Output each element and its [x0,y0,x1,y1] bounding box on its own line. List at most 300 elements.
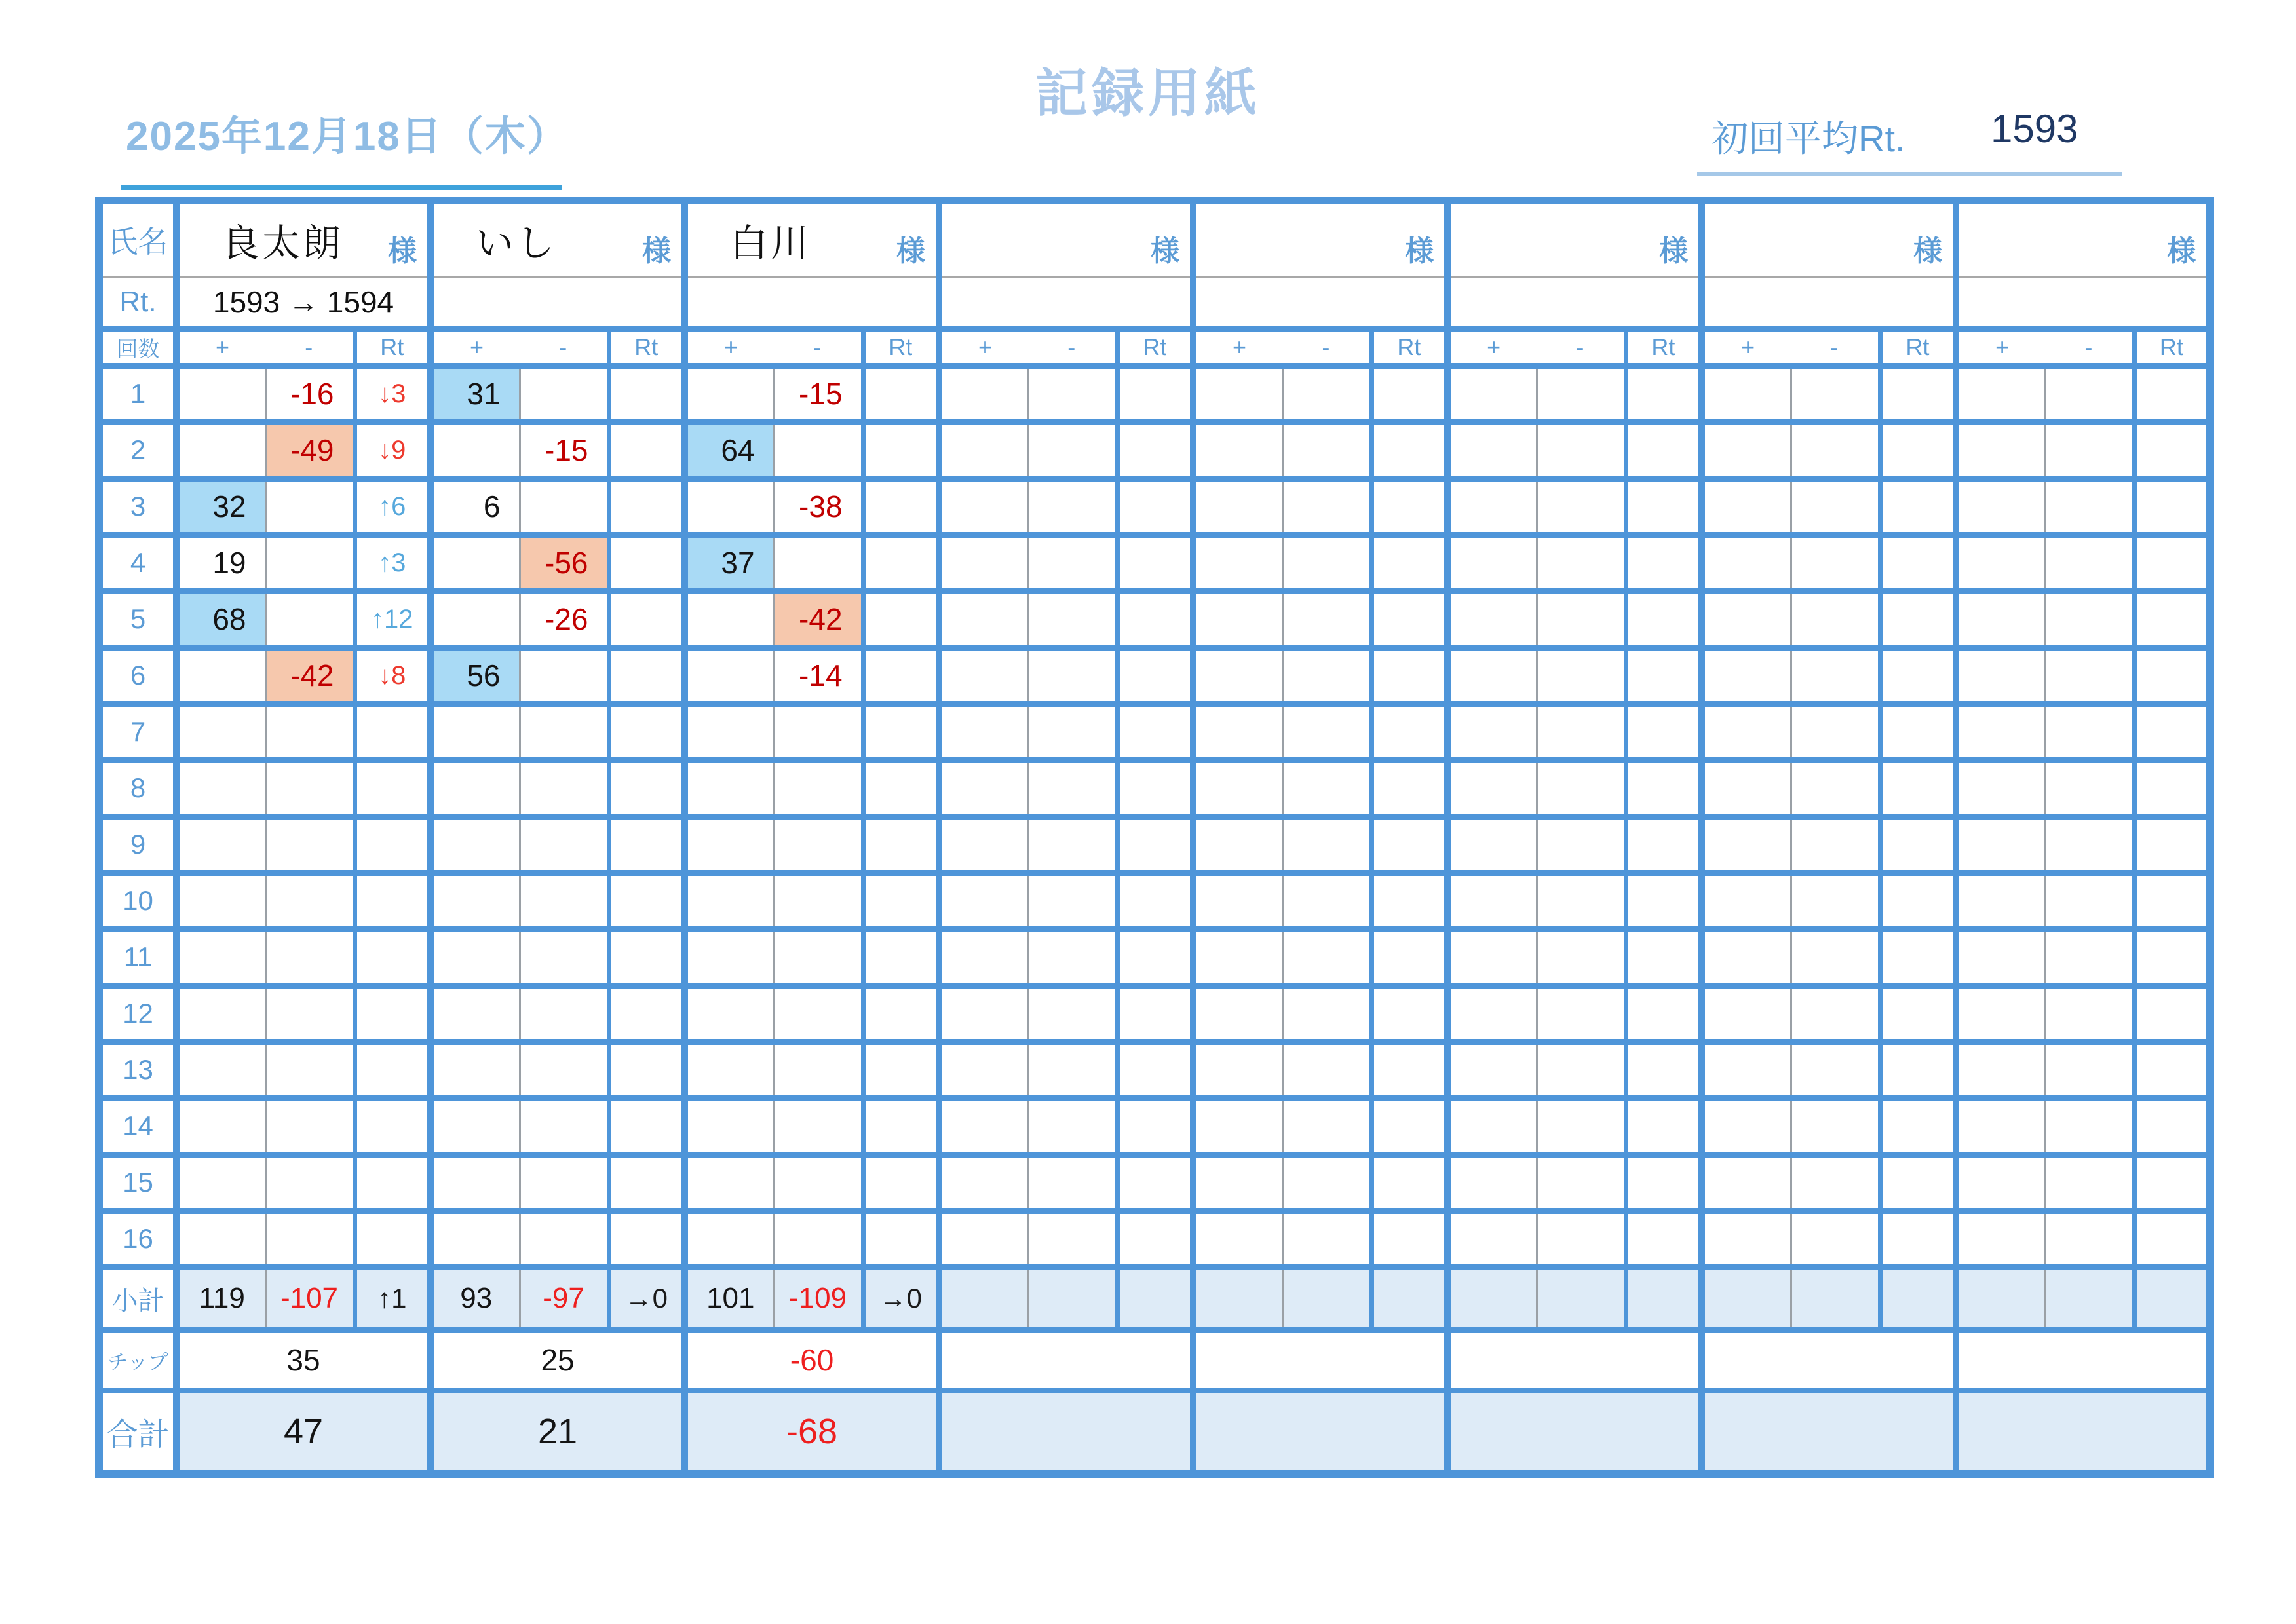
score-minus-cell [1028,704,1117,760]
rt-change-cell [1880,366,1956,422]
round-number-label: 11 [99,929,176,985]
score-minus-cell [2045,647,2134,704]
player-name-cell [1447,200,1702,276]
score-plus-cell [430,816,520,873]
score-plus-cell [1956,1042,2045,1098]
rt-change-cell [1371,535,1447,591]
minus-column-header: - [520,329,609,366]
rt-change-cell [2134,816,2210,873]
score-plus-cell [1702,704,1791,760]
score-plus-cell [430,591,520,647]
score-minus-cell [2045,929,2134,985]
chip-cell [939,1330,1193,1390]
score-minus-cell: -15 [774,366,863,422]
total-cell [939,1390,1193,1474]
score-plus-cell [1956,816,2045,873]
total-cell [1702,1390,1956,1474]
subtotal-rt-cell: ↑1 [354,1267,430,1330]
rt-change-cell [1117,1042,1193,1098]
rt-change-cell: ↑3 [354,535,430,591]
score-minus-cell [265,1042,354,1098]
minus-column-header: - [1791,329,1880,366]
table-body [99,200,2210,1474]
rt-change-cell [354,816,430,873]
rt-change-cell: ↓8 [354,647,430,704]
score-plus-cell [1193,816,1282,873]
score-plus-cell [1447,760,1537,816]
score-minus-cell [1537,591,1626,647]
rt-change-cell [863,535,939,591]
score-minus-cell [2045,535,2134,591]
score-plus-cell [1956,647,2045,704]
score-plus-cell [939,478,1028,535]
plus-column-header: + [176,329,265,366]
score-minus-cell: -42 [265,647,354,704]
player-name-cell [685,200,939,276]
score-plus-cell [1956,1098,2045,1154]
rt-change-cell [1371,478,1447,535]
rt-change-cell [1880,873,1956,929]
score-minus-cell [1028,1098,1117,1154]
rt-change-cell [863,985,939,1042]
score-minus-cell [1282,704,1371,760]
score-minus-cell [774,873,863,929]
score-plus-cell [1447,647,1537,704]
chip-cell [1447,1330,1702,1390]
score-plus-cell [1193,760,1282,816]
score-plus-cell [430,422,520,478]
score-plus-cell [939,873,1028,929]
score-plus-cell [939,929,1028,985]
score-minus-cell [1282,929,1371,985]
score-plus-cell [939,1154,1028,1211]
score-plus-cell [939,1098,1028,1154]
round-number-label: 7 [99,704,176,760]
score-minus-cell [774,816,863,873]
score-minus-cell: -38 [774,478,863,535]
score-minus-cell [265,478,354,535]
score-plus-cell: 64 [685,422,774,478]
score-minus-cell [2045,591,2134,647]
rt-change-cell [2134,535,2210,591]
rt-change-cell [609,704,685,760]
rt-change-cell [1880,760,1956,816]
score-plus-cell [176,1154,265,1211]
rt-change-cell [1117,1154,1193,1211]
score-plus-cell [1702,816,1791,873]
rt-change-cell [2134,704,2210,760]
rt-change-cell [609,422,685,478]
total-cell: 21 [430,1390,685,1474]
player-rating-cell [1447,276,1702,329]
score-plus-cell [1193,647,1282,704]
rating-row-label: Rt. [99,276,176,329]
rt-change-cell [1626,1098,1702,1154]
round-number-label: 9 [99,816,176,873]
score-plus-cell [1193,873,1282,929]
subtotal-minus-cell [2045,1267,2134,1330]
score-minus-cell [2045,366,2134,422]
score-minus-cell [1791,647,1880,704]
rt-change-cell [609,1211,685,1267]
score-plus-cell [430,985,520,1042]
score-minus-cell [265,704,354,760]
rt-change-cell [863,760,939,816]
score-plus-cell [1702,929,1791,985]
rt-change-cell [354,929,430,985]
subtotal-minus-cell: -109 [774,1267,863,1330]
score-minus-cell [1537,985,1626,1042]
rt-change-cell [863,647,939,704]
subtotal-rt-cell [1626,1267,1702,1330]
score-plus-cell [1447,816,1537,873]
score-minus-cell [1282,647,1371,704]
score-plus-cell [1447,591,1537,647]
name-row-label: 氏名 [99,200,176,276]
score-plus-cell [430,873,520,929]
score-minus-cell [2045,1098,2134,1154]
rt-change-cell [609,816,685,873]
rt-change-cell [2134,647,2210,704]
round-number-label: 2 [99,422,176,478]
round-number-label: 10 [99,873,176,929]
score-minus-cell: -15 [520,422,609,478]
score-minus-cell [1791,873,1880,929]
rt-change-cell [1880,816,1956,873]
score-minus-cell [1791,704,1880,760]
player-rating-cell [1956,276,2210,329]
score-plus-cell [939,1042,1028,1098]
score-plus-cell [430,760,520,816]
player-name: 白川 [730,222,812,265]
player-name: 良太朗 [221,222,344,265]
rt-change-cell [1880,1154,1956,1211]
score-plus-cell [1702,591,1791,647]
score-minus-cell [520,873,609,929]
score-plus-cell [1447,535,1537,591]
player-name-cell [1193,200,1447,276]
score-plus-cell [430,929,520,985]
rt-change-cell [1626,366,1702,422]
score-plus-cell [1956,591,2045,647]
score-plus-cell [176,816,265,873]
score-plus-cell [1447,478,1537,535]
score-plus-cell [1702,873,1791,929]
rt-change-cell [863,929,939,985]
rt-change-cell [1626,647,1702,704]
score-minus-cell [774,760,863,816]
plus-column-header: + [1447,329,1537,366]
rt-change-cell [1117,1211,1193,1267]
score-plus-cell [685,816,774,873]
score-plus-cell: 37 [685,535,774,591]
rt-change-cell [354,1042,430,1098]
score-minus-cell [1791,422,1880,478]
rt-change-cell [2134,422,2210,478]
rt-change-cell [1371,760,1447,816]
rt-change-cell [609,535,685,591]
rt-change-cell [1117,985,1193,1042]
rt-change-cell [354,1154,430,1211]
minus-column-header: - [1537,329,1626,366]
score-plus-cell [1447,1042,1537,1098]
score-plus-cell [1447,366,1537,422]
score-minus-cell [265,1098,354,1154]
score-plus-cell [939,366,1028,422]
score-minus-cell [2045,422,2134,478]
score-plus-cell [939,816,1028,873]
score-minus-cell [1282,760,1371,816]
score-minus-cell [1028,985,1117,1042]
score-minus-cell [774,1098,863,1154]
score-plus-cell [1956,704,2045,760]
round-number-label: 13 [99,1042,176,1098]
player-name-cell [939,200,1193,276]
score-minus-cell [1282,1211,1371,1267]
rt-change-cell [609,760,685,816]
score-plus-cell [685,760,774,816]
score-minus-cell [520,929,609,985]
rt-change-cell [1626,873,1702,929]
rt-change-cell: ↑6 [354,478,430,535]
score-minus-cell [1028,873,1117,929]
score-minus-cell [2045,816,2134,873]
score-plus-cell [685,1154,774,1211]
score-minus-cell [774,1154,863,1211]
honorific-label: 様 [388,235,417,267]
round-number-label: 14 [99,1098,176,1154]
score-minus-cell [520,1098,609,1154]
round-number-label: 4 [99,535,176,591]
rt-change-cell [1117,366,1193,422]
score-minus-cell [1028,647,1117,704]
score-minus-cell [1028,591,1117,647]
score-minus-cell [265,816,354,873]
total-cell [1447,1390,1702,1474]
score-plus-cell [1956,535,2045,591]
rt-change-cell [1117,816,1193,873]
score-plus-cell [939,591,1028,647]
rt-change-cell [354,1211,430,1267]
rt-change-cell [354,760,430,816]
score-minus-cell [1537,1154,1626,1211]
rt-change-cell [2134,478,2210,535]
subtotal-minus-cell [1791,1267,1880,1330]
score-minus-cell [1791,1042,1880,1098]
score-plus-cell [1956,929,2045,985]
score-minus-cell [1537,1211,1626,1267]
player-name-cell [430,200,685,276]
rt-change-cell [1626,816,1702,873]
rt-change-cell [1117,1098,1193,1154]
honorific-label: 様 [642,235,672,267]
score-plus-cell [1956,985,2045,1042]
rt-change-cell [1371,1154,1447,1211]
chip-cell: 25 [430,1330,685,1390]
chip-cell: 35 [176,1330,430,1390]
round-number-label: 8 [99,760,176,816]
rt-change-cell [1880,478,1956,535]
rt-change-cell [2134,1211,2210,1267]
score-minus-cell [2045,1154,2134,1211]
score-minus-cell [1537,873,1626,929]
rt-change-cell [863,366,939,422]
subtotal-plus-cell [939,1267,1028,1330]
chip-cell [1956,1330,2210,1390]
score-plus-cell [1193,1154,1282,1211]
rt-change-cell [354,985,430,1042]
score-minus-cell [1282,1042,1371,1098]
score-minus-cell [520,366,609,422]
score-minus-cell: -49 [265,422,354,478]
score-minus-cell [265,535,354,591]
rt-change-cell [2134,985,2210,1042]
score-plus-cell [176,1098,265,1154]
rt-change-cell [1880,422,1956,478]
score-plus-cell [1193,535,1282,591]
rt-column-header: Rt [609,329,685,366]
subtotal-plus-cell: 101 [685,1267,774,1330]
player-name: いし [476,222,558,265]
score-minus-cell [2045,985,2134,1042]
rt-change-cell [1371,1098,1447,1154]
score-minus-cell [1537,647,1626,704]
score-plus-cell [1447,422,1537,478]
rounds-row-label: 回数 [99,329,176,366]
rt-change-cell [1880,591,1956,647]
score-plus-cell [1447,1098,1537,1154]
score-minus-cell [774,1211,863,1267]
rt-change-cell [1117,422,1193,478]
rt-change-cell [1371,985,1447,1042]
rt-change-cell [609,929,685,985]
rt-column-header: Rt [863,329,939,366]
round-number-label: 12 [99,985,176,1042]
rt-change-cell [2134,591,2210,647]
total-cell [1193,1390,1447,1474]
subtotal-rt-cell: →0 [609,1267,685,1330]
rt-change-cell [1880,985,1956,1042]
score-plus-cell [176,760,265,816]
score-plus-cell [685,591,774,647]
score-minus-cell [1282,591,1371,647]
score-minus-cell: -14 [774,647,863,704]
record-table [95,197,2214,1478]
score-plus-cell [430,1042,520,1098]
round-number-label: 6 [99,647,176,704]
rt-change-cell [1880,535,1956,591]
score-minus-cell [520,1154,609,1211]
plus-column-header: + [430,329,520,366]
rt-change-cell [609,985,685,1042]
player-rating-cell [939,276,1193,329]
player-name-cell [176,200,430,276]
subtotal-rt-cell [1880,1267,1956,1330]
score-plus-cell [176,704,265,760]
player-rating-cell [1702,276,1956,329]
score-minus-cell [520,478,609,535]
score-minus-cell [1028,929,1117,985]
score-plus-cell [1956,760,2045,816]
score-plus-cell [685,985,774,1042]
rt-change-cell [1371,873,1447,929]
rt-change-cell [609,478,685,535]
score-plus-cell [685,704,774,760]
subtotal-rt-cell: →0 [863,1267,939,1330]
rt-change-cell [863,422,939,478]
score-plus-cell [939,704,1028,760]
score-minus-cell [520,760,609,816]
score-plus-cell [1702,422,1791,478]
honorific-label: 様 [1405,235,1434,267]
score-plus-cell [1447,985,1537,1042]
score-plus-cell [1702,366,1791,422]
player-rating-cell [430,276,685,329]
rt-change-cell [863,1098,939,1154]
score-plus-cell [685,1211,774,1267]
rt-change-cell [1117,478,1193,535]
rt-change-cell [863,478,939,535]
score-plus-cell [430,535,520,591]
rt-column-header: Rt [1117,329,1193,366]
rt-change-cell [2134,1154,2210,1211]
total-cell: -68 [685,1390,939,1474]
score-minus-cell [1791,816,1880,873]
score-plus-cell [1193,1042,1282,1098]
rt-change-cell [1880,704,1956,760]
honorific-label: 様 [896,235,926,267]
score-minus-cell [1282,422,1371,478]
rt-change-cell [1626,704,1702,760]
score-plus-cell: 56 [430,647,520,704]
subtotal-minus-cell [1028,1267,1117,1330]
rt-change-cell [1117,647,1193,704]
score-minus-cell [2045,760,2134,816]
score-plus-cell [1193,591,1282,647]
score-plus-cell [176,366,265,422]
total-cell [1956,1390,2210,1474]
score-plus-cell [1702,478,1791,535]
rt-column-header: Rt [1626,329,1702,366]
player-rating-cell: 1593 → 1594 [176,276,430,329]
score-minus-cell [774,929,863,985]
rt-change-cell [1117,704,1193,760]
rt-change-cell [1371,1211,1447,1267]
score-plus-cell [939,422,1028,478]
subtotal-plus-cell [1956,1267,2045,1330]
score-minus-cell [1537,704,1626,760]
score-minus-cell [1537,422,1626,478]
rt-change-cell [1626,1042,1702,1098]
score-minus-cell [1028,760,1117,816]
subtotal-plus-cell: 119 [176,1267,265,1330]
score-minus-cell [774,1042,863,1098]
rt-change-cell [1371,929,1447,985]
score-minus-cell [1791,1098,1880,1154]
rt-change-cell [2134,929,2210,985]
score-plus-cell [1447,929,1537,985]
rt-change-cell [2134,873,2210,929]
score-minus-cell [774,985,863,1042]
total-cell: 47 [176,1390,430,1474]
rt-change-cell [1117,591,1193,647]
score-minus-cell: -56 [520,535,609,591]
rt-change-cell [609,1098,685,1154]
score-minus-cell [1282,985,1371,1042]
score-minus-cell [1282,478,1371,535]
score-plus-cell: 19 [176,535,265,591]
subtotal-minus-cell [1282,1267,1371,1330]
